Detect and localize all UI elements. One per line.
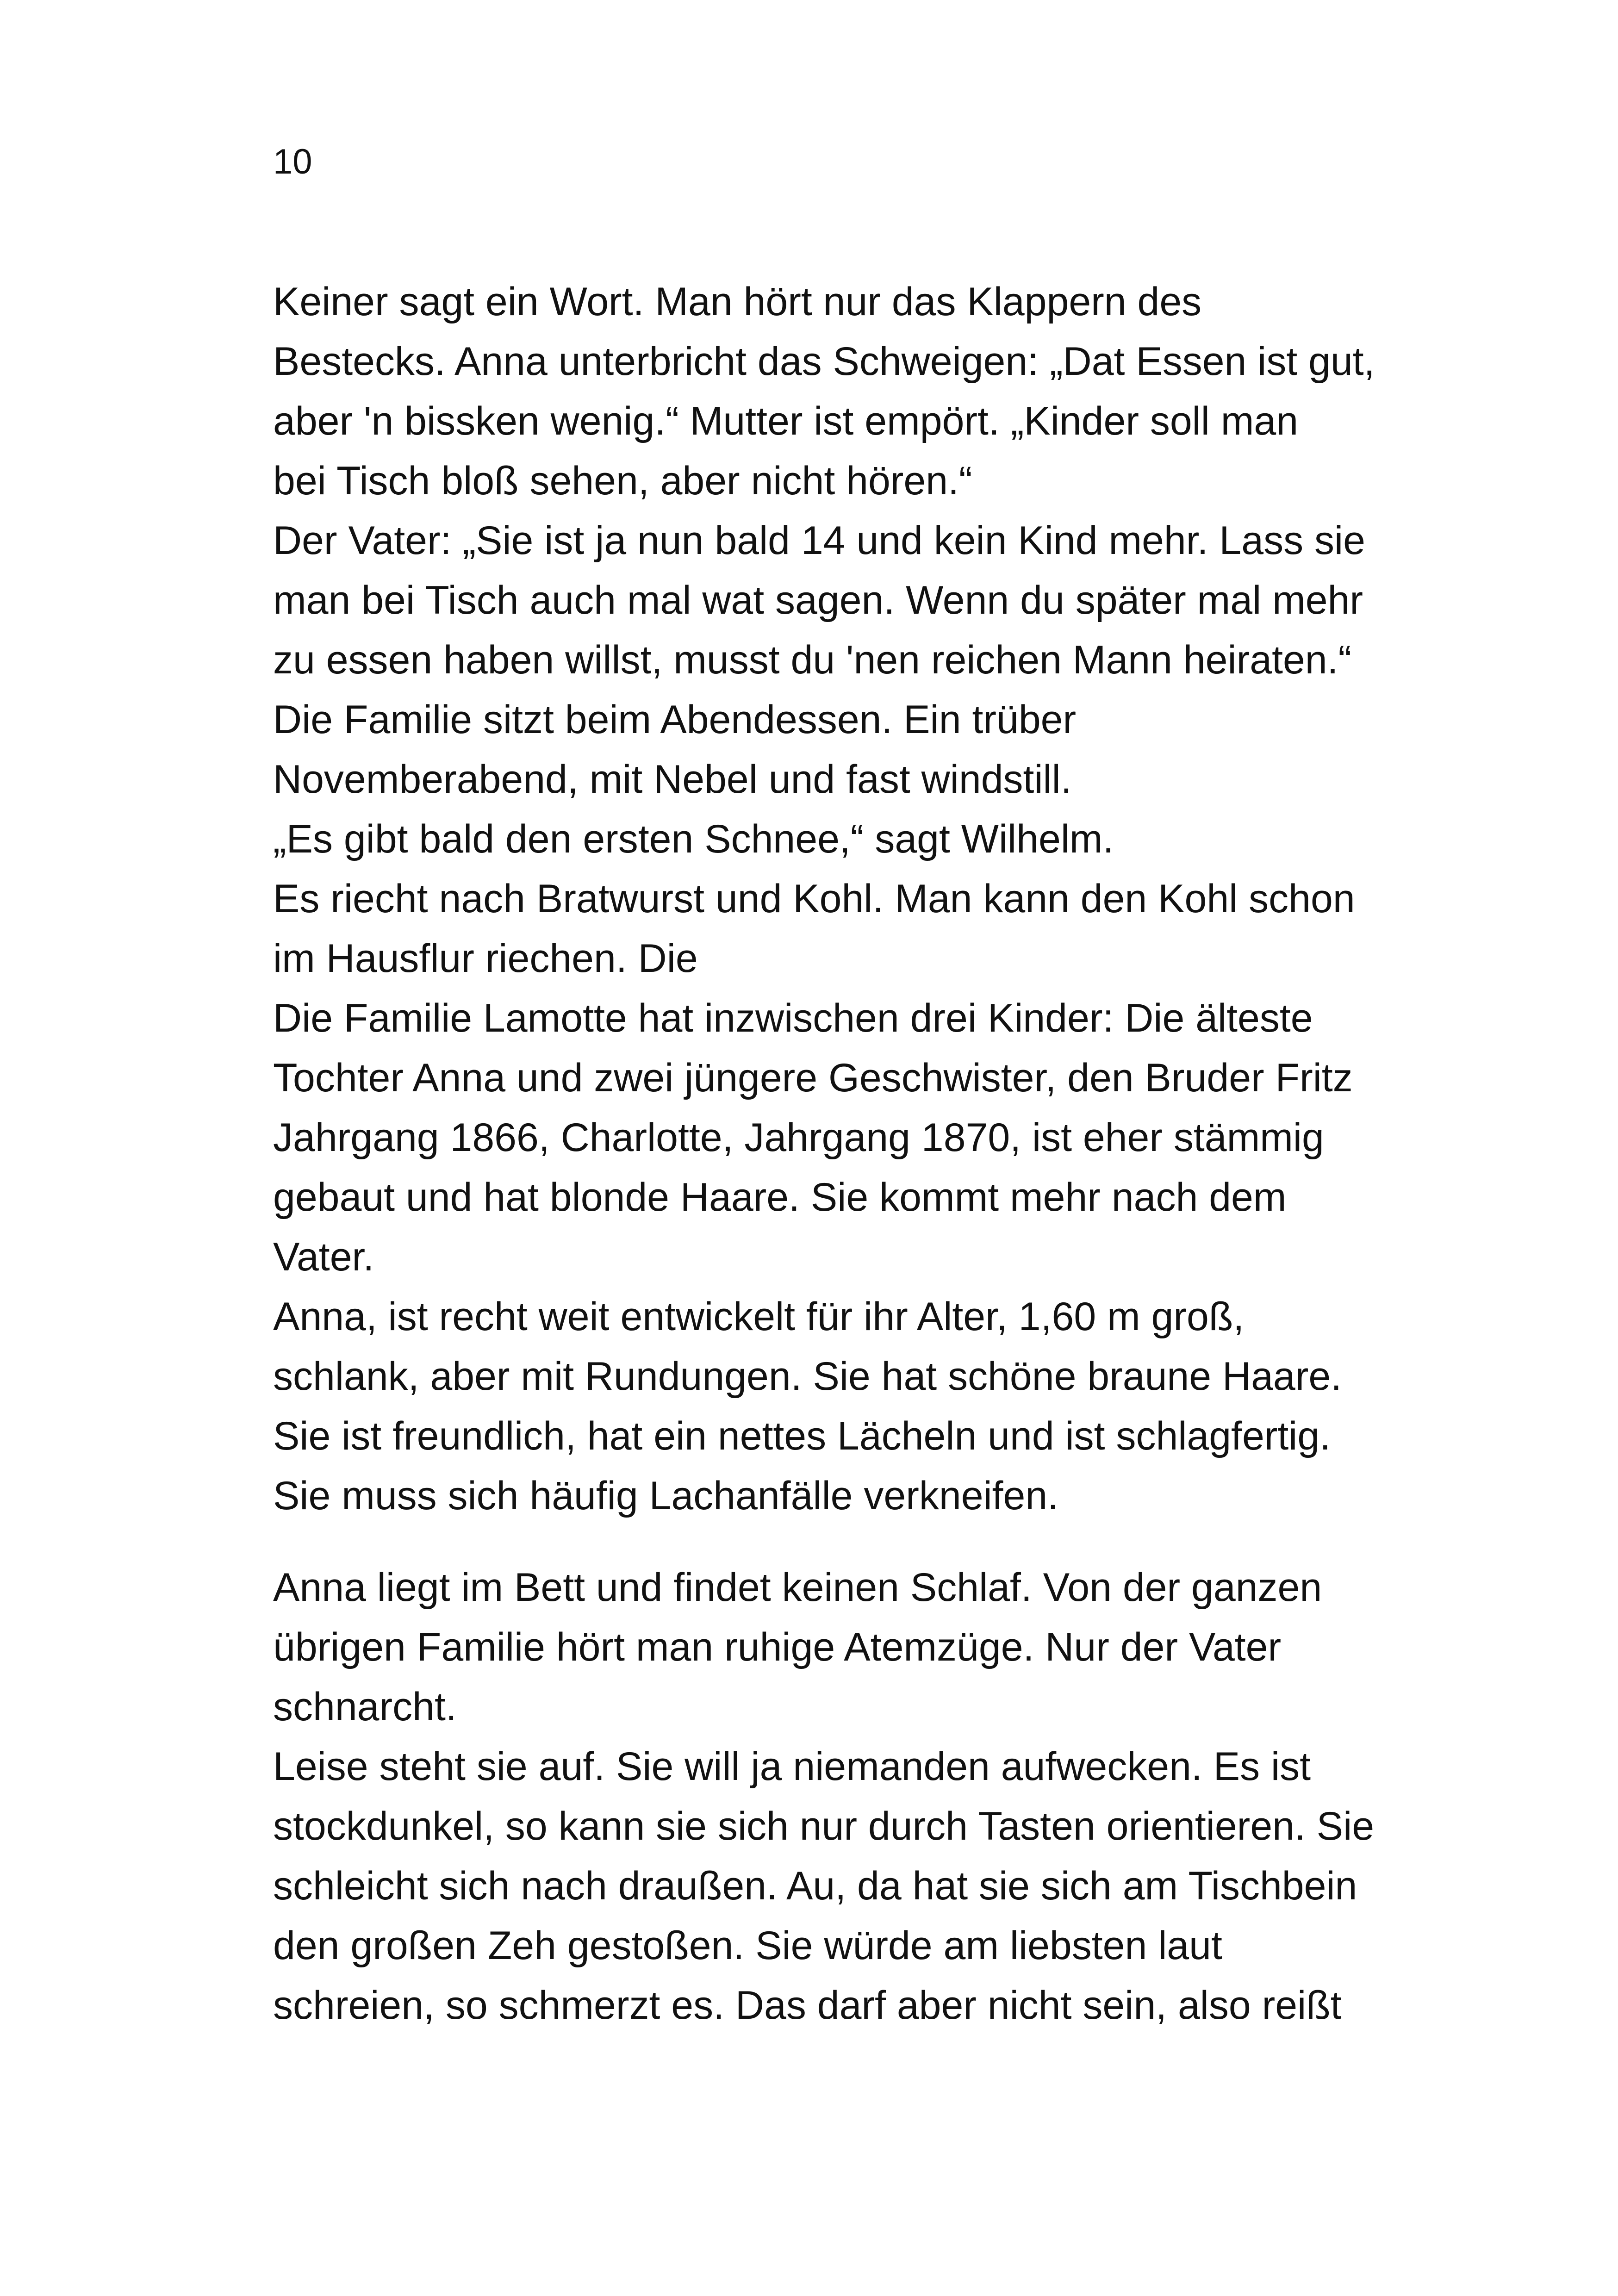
text-line: zu essen haben willst, musst du 'nen reichen Mann heiraten.“ [273,638,1352,682]
text-line: Tochter Anna und zwei jüngere Geschwister, den Bruder Fritz [273,1056,1353,1100]
text-line: schleicht sich nach draußen. Au, da hat sie sich am Tischbein [273,1864,1357,1908]
paragraph-block-1 [273,272,1393,1526]
text-line: Jahrgang 1866, Charlotte, Jahrgang 1870, ist eher stämmig [273,1115,1324,1160]
text-line: Anna liegt im Bett und findet keinen Schlaf. Von der ganzen [273,1565,1322,1610]
text-line: Keiner sagt ein Wort. Man hört nur das Klappern des [273,280,1202,324]
text-line: schnarcht. [273,1685,457,1729]
text-line: den großen Zeh gestoßen. Sie würde am liebsten laut [273,1923,1222,1968]
text-line: Anna, ist recht weit entwickelt für ihr Alter, 1,60 m groß, [273,1294,1245,1339]
text-line: im Hausflur riechen. Die [273,936,698,981]
text-line: Sie muss sich häufig Lachanfälle verkneifen. [273,1474,1059,1518]
text-line: stockdunkel, so kann sie sich nur durch Tasten orientieren. Sie [273,1804,1375,1848]
text-line: bei Tisch bloß sehen, aber nicht hören.“ [273,459,972,503]
text-line: übrigen Familie hört man ruhige Atemzüge. Nur der Vater [273,1625,1282,1669]
text-line: Die Familie Lamotte hat inzwischen drei Kinder: Die älteste [273,996,1313,1040]
text-line: aber 'n bissken wenig.“ Mutter ist empört. „Kinder soll man [273,399,1299,443]
text-line: Es riecht nach Bratwurst und Kohl. Man kann den Kohl schon [273,877,1355,921]
text-line: „Es gibt bald den ersten Schnee,“ sagt Wilhelm. [273,817,1114,861]
text-line: Novemberabend, mit Nebel und fast windstill. [273,757,1072,802]
text-line: gebaut und hat blonde Haare. Sie kommt mehr nach dem [273,1175,1287,1220]
text-line: Vater. [273,1235,374,1279]
text-line: Der Vater: „Sie ist ja nun bald 14 und kein Kind mehr. Lass sie [273,518,1365,563]
paragraph-block-2 [273,1558,1393,2035]
text-line: man bei Tisch auch mal wat sagen. Wenn du später mal mehr [273,578,1363,622]
text-line: schreien, so schmerzt es. Das darf aber nicht sein, also reißt [273,1983,1342,2028]
text-line: Sie ist freundlich, hat ein nettes Lächeln und ist schlagfertig. [273,1414,1331,1458]
page-number: 10 [273,142,312,181]
text-line: Bestecks. Anna unterbricht das Schweigen: „Dat Essen ist gut, [273,339,1375,384]
text-line: Die Familie sitzt beim Abendessen. Ein trüber [273,697,1077,742]
text-line: Leise steht sie auf. Sie will ja niemanden aufwecken. Es ist [273,1744,1311,1789]
text-line: schlank, aber mit Rundungen. Sie hat schöne braune Haare. [273,1354,1342,1399]
